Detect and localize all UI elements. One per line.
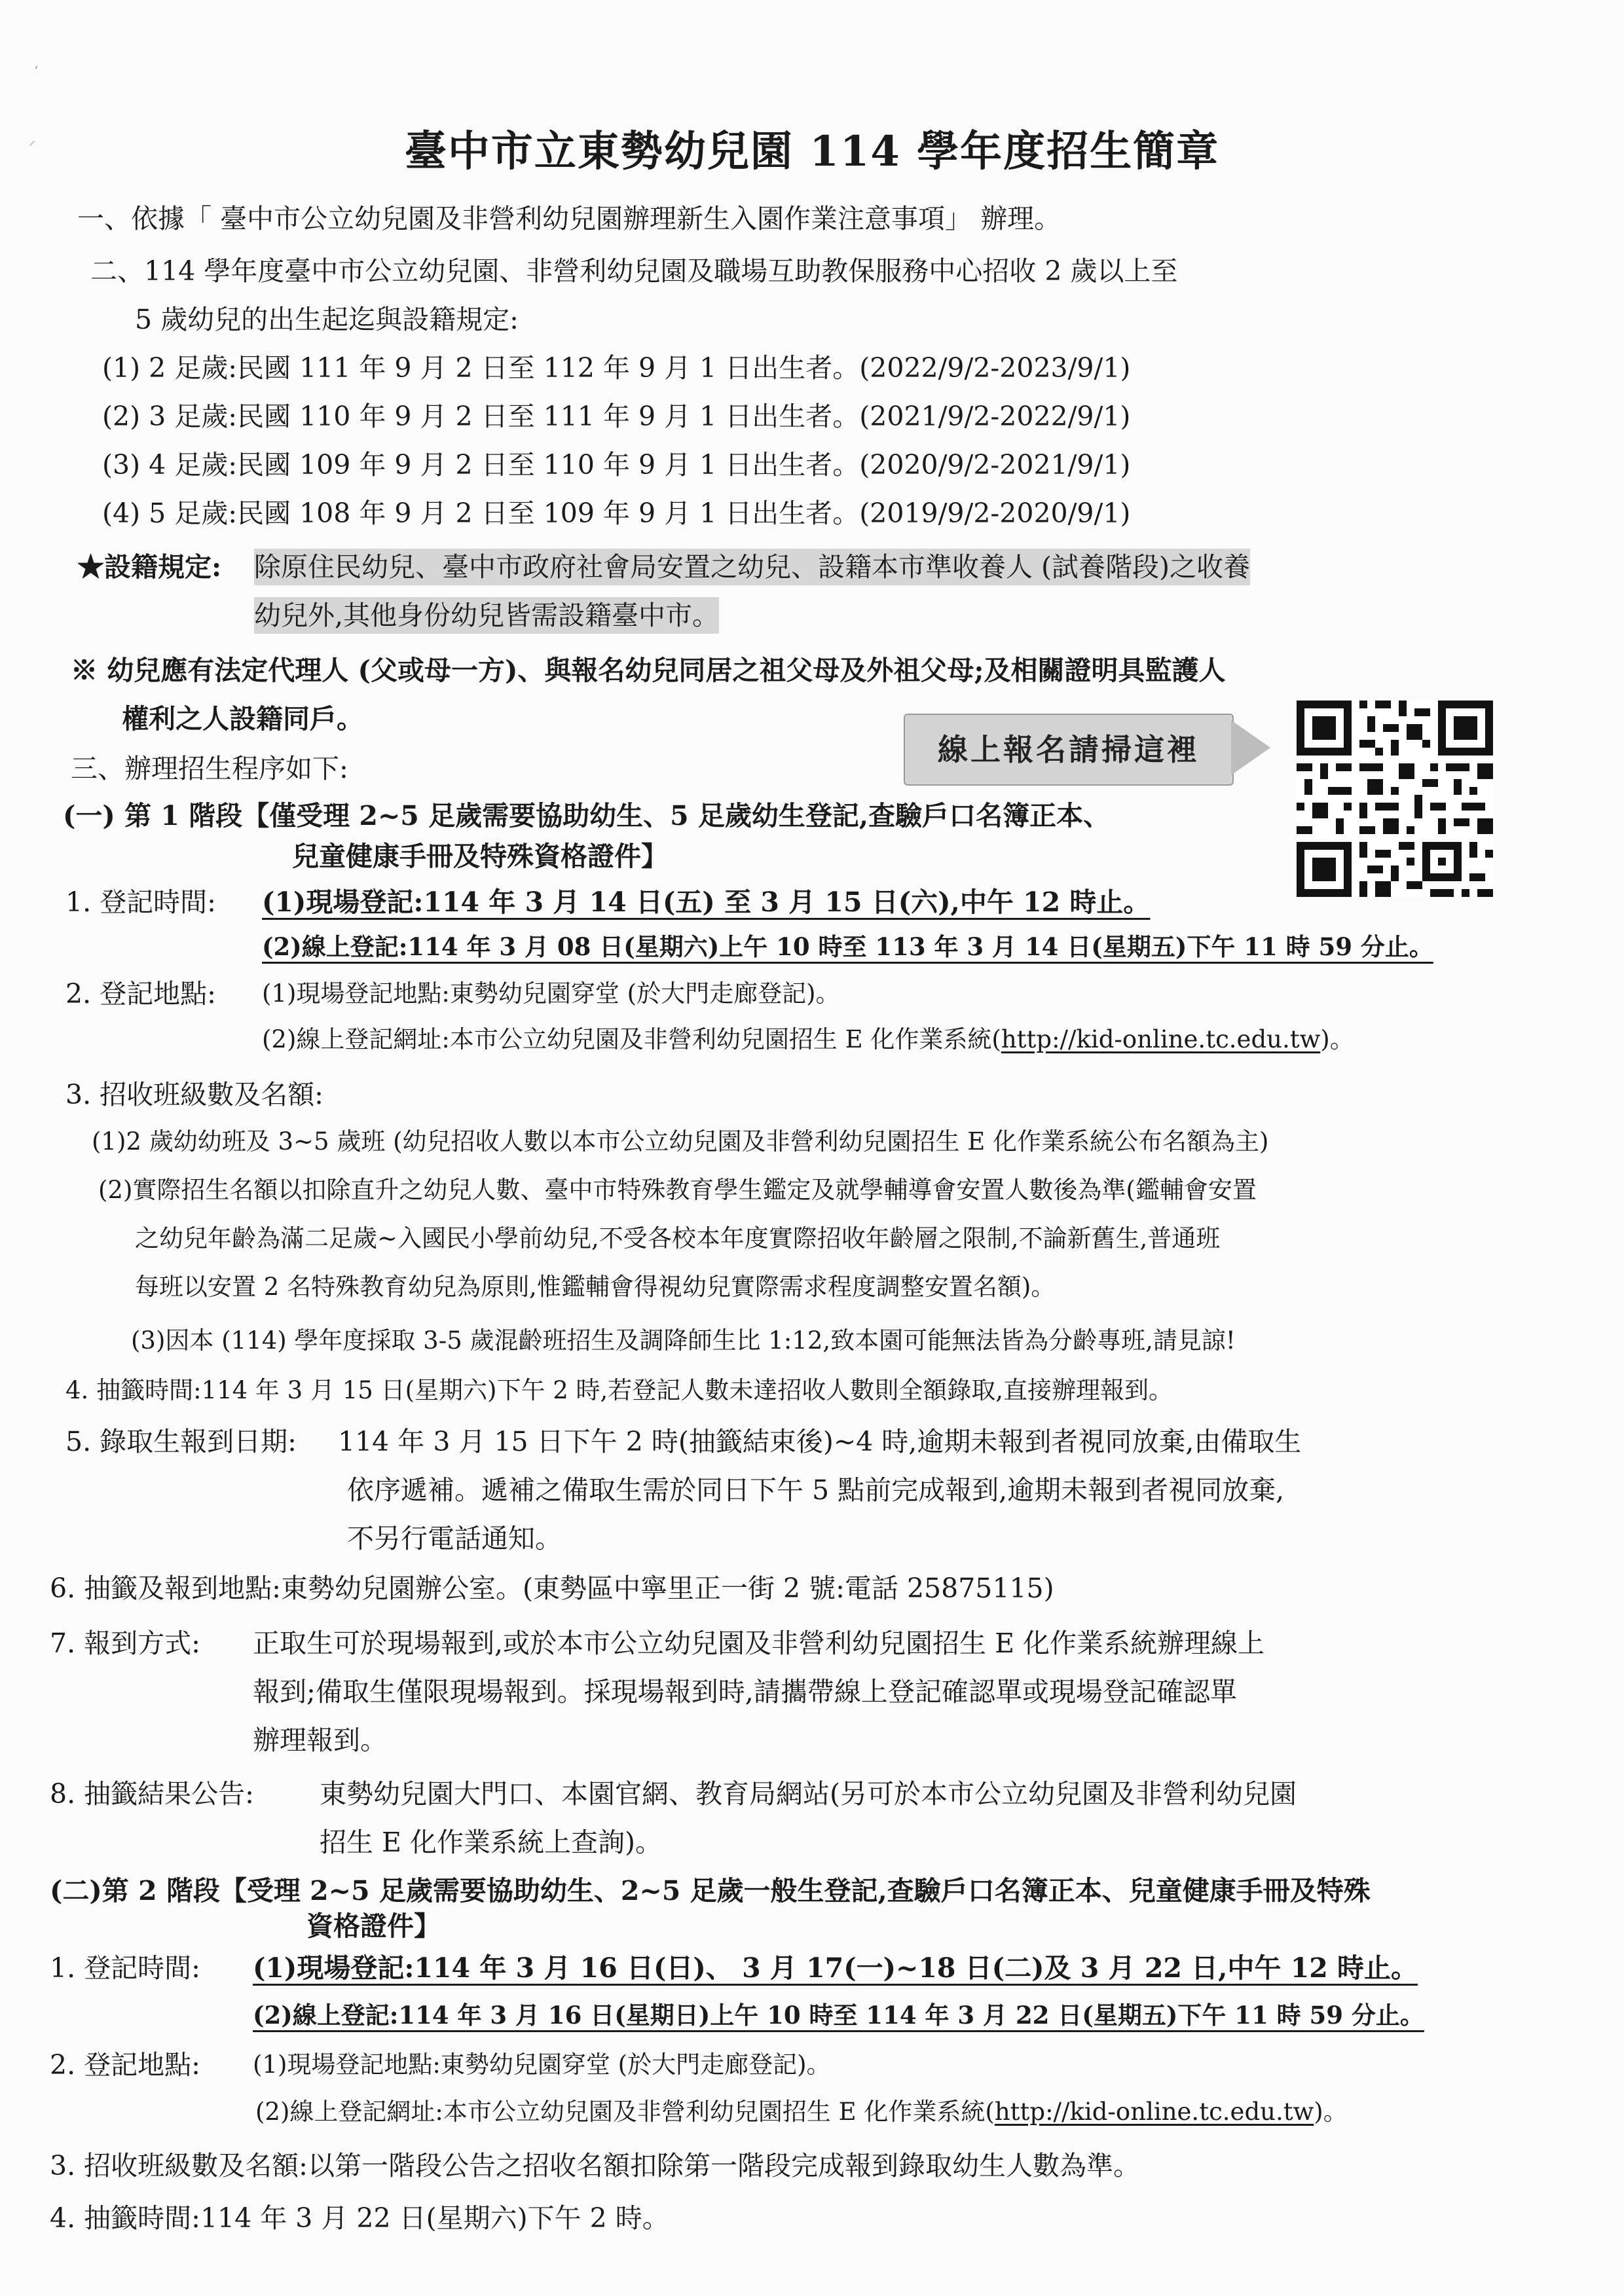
stage-1-place: 6. 抽籤及報到地點:東勢幼兒園辦公室。(東勢區中寧里正一街 2 號:電話 25875115) [50, 1573, 1054, 1604]
age-row: (1) 2 足歲:民國 111 年 9 月 2 日至 112 年 9 月 1 日出生者。(2022/9/2-2023/9/1) [102, 352, 1131, 384]
stage-1-reg-time-onsite: (1)現場登記:114 年 3 月 14 日(五) 至 3 月 15 日(六),中午 12 時止。 [262, 886, 1151, 918]
stage-1-report-date-2: 依序遞補。遞補之備取生需於同日下午 5 點前完成報到,逾期未報到者視同放棄, [347, 1474, 1285, 1506]
age-row: (3) 4 足歲:民國 109 年 9 月 2 日至 110 年 9 月 1 日出生者。(2020/9/2-2021/9/1) [102, 449, 1131, 481]
qr-code-icon[interactable] [1297, 701, 1493, 897]
stage-1-reg-place-online [262, 1023, 1354, 1057]
stage-1-classes-label: 3. 招收班級數及名額: [65, 1079, 323, 1110]
stage-1-reg-place-onsite: (1)現場登記地點:東勢幼兒園穿堂 (於大門走廊登記)。 [262, 979, 840, 1008]
stage-1-classes-2a: (2)實際招生名額以扣除直升之幼兒人數、臺中市特殊教育學生鑑定及就學輔導會安置人數後為準(鑑輔會安置 [98, 1176, 1257, 1204]
section-1-prefix: 一、依據「 [77, 203, 212, 234]
scan-mark: ‘ [34, 63, 39, 79]
callout-pointer [1231, 720, 1270, 775]
stage-1-report-date-1: 114 年 3 月 15 日下午 2 時(抽籤結束後)~4 時,逾期未報到者視同放棄,由備取生 [338, 1426, 1302, 1457]
age-row: (2) 3 足歲:民國 110 年 9 月 2 日至 111 年 9 月 1 日出生者。(2021/9/2-2022/9/1) [102, 401, 1131, 432]
stage-1-classes-2c: 每班以安置 2 名特殊教育幼兒為原則,惟鑑輔會得視幼兒實際需求程度調整安置名額)。 [135, 1273, 1056, 1301]
registration-url-link[interactable]: http://kid-online.tc.edu.tw [1001, 1025, 1321, 1053]
stage-2 [50, 1872, 1371, 1909]
page-title: 臺中市立東勢幼兒園 114 學年度招生簡章 [404, 127, 1220, 176]
stage-2-reg-place-online-text: (2)線上登記網址:本市公立幼兒園及非營利幼兒園招生 E 化作業系統( [255, 2098, 995, 2126]
stage-1-desc-line2: 兒童健康手冊及特殊資格證件】 [292, 841, 668, 872]
note-line2: 權利之人設籍同戶。 [122, 703, 363, 735]
stage-2-reg-place-label: 2. 登記地點: [50, 2049, 200, 2081]
residency-label: ★設籍規定: [77, 551, 222, 583]
stage-2-reg-place-onsite: (1)現場登記地點:東勢幼兒園穿堂 (於大門走廊登記)。 [253, 2050, 831, 2079]
registration-url-link[interactable]: http://kid-online.tc.edu.tw [994, 2098, 1314, 2126]
stage-2-desc: 【受理 2~5 足歲需要協助幼生、2~5 足歲一般生登記,查驗戶口名簿正本、兒童健康手冊及特殊 [219, 1875, 1371, 1906]
stage-1-method-1: 正取生可於現場報到,或於本市公立幼兒園及非營利幼兒園招生 E 化作業系統辦理線上 [253, 1628, 1265, 1659]
section-3-heading: 三、辦理招生程序如下: [71, 753, 348, 784]
residency-line1: 除原住民幼兒、臺中市政府社會局安置之幼兒、設籍本市準收養人 (試養階段)之收養 [254, 549, 1250, 585]
stage-1-classes-1: (1)2 歲幼幼班及 3~5 歲班 (幼兒招收人數以本市公立幼兒園及非營利幼兒園招生 E 化作業系統公布名額為主) [92, 1127, 1269, 1156]
section-1-doc: 臺中市公立幼兒園及非營利幼兒園辦理新生入園作業注意事項」 [212, 203, 972, 234]
stage-2-desc-line2: 資格證件】 [306, 1910, 441, 1942]
stage-2-reg-time-onsite: (1)現場登記:114 年 3 月 16 日(日)、 3 月 17(一)~18 日(二)及 3 月 22 日,中午 12 時止。 [253, 1952, 1418, 1984]
stage-1-report-date-3: 不另行電話通知。 [347, 1523, 562, 1554]
section-1 [77, 200, 1061, 237]
stage-1 [63, 797, 1110, 834]
stage-1-desc: 【僅受理 2~5 足歲需要協助幼生、5 足歲幼生登記,查驗戶口名簿正本、 [242, 800, 1111, 831]
stage-1-classes-2b: 之幼兒年齡為滿二足歲~入國民小學前幼兒,不受各校本年度實際招收年齡層之限制,不論新舊生,普通班 [135, 1224, 1221, 1252]
stage-2-reg-place-online [255, 2095, 1348, 2129]
stage-1-method-2: 報到;備取生僅限現場報到。採現場報到時,請攜帶線上登記確認單或現場登記確認單 [253, 1676, 1237, 1707]
stage-1-reg-time-label: 1. 登記時間: [65, 886, 216, 918]
residency-line2: 幼兒外,其他身份幼兒皆需設籍臺中市。 [254, 597, 719, 634]
stage-1-result-label: 8. 抽籤結果公告: [50, 1778, 254, 1810]
stage-1-method-3: 辦理報到。 [253, 1724, 387, 1756]
section-1-suffix: 辦理。 [972, 203, 1061, 234]
stage-1-result-2: 招生 E 化作業系統上查詢)。 [320, 1827, 662, 1858]
stage-1-reg-place-label: 2. 登記地點: [65, 978, 216, 1010]
stage-1-method-label: 7. 報到方式: [50, 1628, 200, 1659]
stage-2-reg-time-online: (2)線上登記:114 年 3 月 16 日(星期日)上午 10 時至 114 年 3 月 22 日(星期五)下午 11 時 59 分止。 [253, 2001, 1424, 2030]
stage-1-heading: (一) 第 1 階段 [63, 800, 243, 831]
section-2-line1: 二、114 學年度臺中市公立幼兒園、非營利幼兒園及職場互助教保服務中心招收 2 歲以上至 [90, 255, 1178, 287]
age-row: (4) 5 足歲:民國 108 年 9 月 2 日至 109 年 9 月 1 日出生者。(2019/9/2-2020/9/1) [102, 498, 1131, 529]
stage-1-reg-place-online-text: (2)線上登記網址:本市公立幼兒園及非營利幼兒園招生 E 化作業系統( [262, 1025, 1001, 1053]
stage-1-report-date-label: 5. 錄取生報到日期: [65, 1426, 297, 1457]
note-line1: ※ 幼兒應有法定代理人 (父或母一方)、與報名幼兒同居之祖父母及外祖父母;及相關證明具監護人 [71, 655, 1226, 686]
stage-1-reg-place-online-end: )。 [1320, 1025, 1354, 1053]
stage-2-reg-time-label: 1. 登記時間: [50, 1952, 200, 1984]
stage-1-result-1: 東勢幼兒園大門口、本園官網、教育局網站(另可於本市公立幼兒園及非營利幼兒園 [320, 1778, 1297, 1810]
section-2-line2: 5 歲幼兒的出生起迄與設籍規定: [135, 304, 519, 335]
stage-2-heading: (二)第 2 階段 [50, 1875, 220, 1906]
stage-1-reg-time-online: (2)線上登記:114 年 3 月 08 日(星期六)上午 10 時至 113 年 3 月 14 日(星期五)下午 11 時 59 分止。 [262, 932, 1433, 961]
stage-1-lottery-time: 4. 抽籤時間:114 年 3 月 15 日(星期六)下午 2 時,若登記人數未達招收人數則全額錄取,直接辦理報到。 [65, 1376, 1173, 1404]
online-signup-callout: 線上報名請掃這裡 [904, 714, 1234, 786]
stage-2-lottery-time: 4. 抽籤時間:114 年 3 月 22 日(星期六)下午 2 時。 [50, 2202, 669, 2234]
stage-2-reg-place-online-end: )。 [1314, 2098, 1348, 2126]
stage-1-classes-3: (3)因本 (114) 學年度採取 3-5 歲混齡班招生及調降師生比 1:12,致本園可能無法皆為分齡專班,請見諒! [131, 1326, 1236, 1355]
scan-mark: ⸝ [29, 132, 35, 148]
stage-2-classes: 3. 招收班級數及名額:以第一階段公告之招收名額扣除第一階段完成報到錄取幼生人數為準。 [50, 2150, 1140, 2181]
